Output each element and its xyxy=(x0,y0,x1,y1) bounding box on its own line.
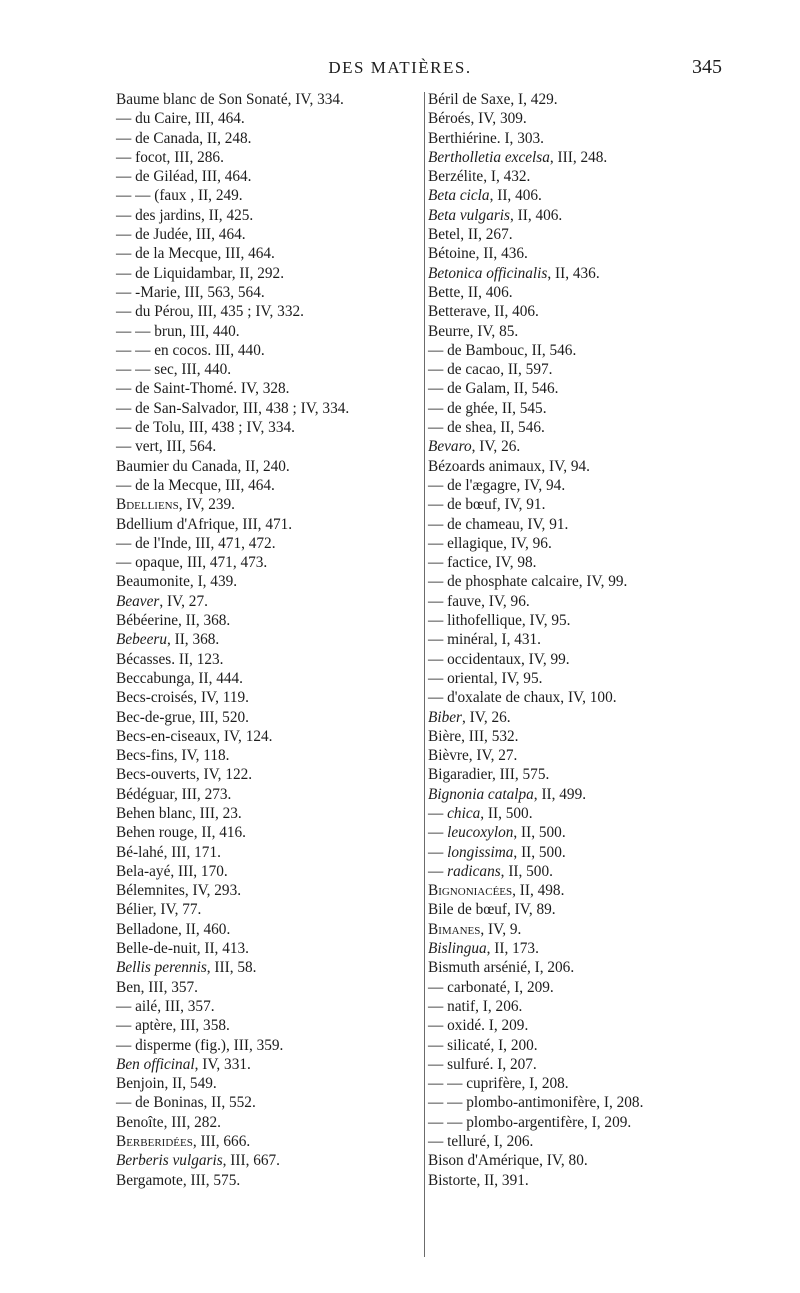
index-entry: — — en cocos. III, 440. xyxy=(116,341,265,359)
index-entry: — radicans, II, 500. xyxy=(428,862,553,880)
index-entry: Bière, III, 532. xyxy=(428,727,519,745)
index-column-left xyxy=(116,90,421,1190)
index-entry: Ben, III, 357. xyxy=(116,978,198,996)
index-entry: — de shea, II, 546. xyxy=(428,419,545,437)
index-entry: — de ghée, II, 545. xyxy=(428,399,547,417)
index-entry: Bela-ayé, III, 170. xyxy=(116,862,228,880)
index-entry: Betel, II, 267. xyxy=(428,226,513,244)
index-entry: — oxidé. I, 209. xyxy=(428,1017,529,1035)
index-entry: — de San-Salvador, III, 438 ; IV, 334. xyxy=(116,399,350,417)
index-entry: — de Judée, III, 464. xyxy=(116,226,246,244)
index-entry: Bellis perennis, III, 58. xyxy=(116,959,257,977)
index-entry: — longissima, II, 500. xyxy=(428,843,566,861)
index-entry: — opaque, III, 471, 473. xyxy=(116,554,268,572)
index-entry: Baumier du Canada, II, 240. xyxy=(116,457,290,475)
index-entry: — lithofellique, IV, 95. xyxy=(428,612,571,630)
index-entry: Bile de bœuf, IV, 89. xyxy=(428,901,556,919)
index-entry: — telluré, I, 206. xyxy=(428,1133,534,1151)
index-entry: — focot, III, 286. xyxy=(116,148,224,166)
index-entry: — leucoxylon, II, 500. xyxy=(428,824,566,842)
index-entry: — de Giléad, III, 464. xyxy=(116,168,252,186)
index-entry: — de l'ægagre, IV, 94. xyxy=(428,476,566,494)
index-entry: Berberis vulgaris, III, 667. xyxy=(116,1152,281,1170)
index-entry: Beaver, IV, 27. xyxy=(116,592,208,610)
index-entry: Bimanes, IV, 9. xyxy=(428,920,522,938)
index-entry: Béroés, IV, 309. xyxy=(428,110,527,128)
index-entry: Beurre, IV, 85. xyxy=(428,322,519,340)
index-entry: Betterave, II, 406. xyxy=(428,303,539,321)
index-entry: Bièvre, IV, 27. xyxy=(428,747,518,765)
page-title: DES MATIÈRES. xyxy=(328,58,472,77)
index-entry: Benjoin, II, 549. xyxy=(116,1075,217,1093)
index-entry: Beta cicla, II, 406. xyxy=(428,187,542,205)
index-entry: Bignonia catalpa, II, 499. xyxy=(428,785,587,803)
index-entry: — -Marie, III, 563, 564. xyxy=(116,283,265,301)
index-entry: Bergamote, III, 575. xyxy=(116,1171,241,1189)
index-entry: Bdellium d'Afrique, III, 471. xyxy=(116,515,293,533)
index-entry: — aptère, III, 358. xyxy=(116,1017,230,1035)
index-entry: Becs-croisés, IV, 119. xyxy=(116,689,249,707)
index-entry: — de phosphate calcaire, IV, 99. xyxy=(428,573,628,591)
index-entry: Bismuth arsénié, I, 206. xyxy=(428,959,575,977)
index-entry: — oriental, IV, 95. xyxy=(428,669,543,687)
index-entry: Bédéguar, III, 273. xyxy=(116,785,232,803)
index-entry: Baume blanc de Son Sonaté, IV, 334. xyxy=(116,91,344,108)
index-entry: Beaumonite, I, 439. xyxy=(116,573,238,591)
column-divider xyxy=(424,92,425,1257)
index-entry: — disperme (fig.), III, 359. xyxy=(116,1036,284,1054)
index-entry: — de Tolu, III, 438 ; IV, 334. xyxy=(116,419,295,437)
index-entry: — de l'Inde, III, 471, 472. xyxy=(116,534,276,552)
index-entry: — d'oxalate de chaux, IV, 100. xyxy=(428,689,617,707)
index-entry: — de cacao, II, 597. xyxy=(428,361,553,379)
index-entry: — — cuprifère, I, 208. xyxy=(428,1075,569,1093)
index-entry: Bigaradier, III, 575. xyxy=(428,766,550,784)
index-entry: — occidentaux, IV, 99. xyxy=(428,650,570,668)
index-entry: — — brun, III, 440. xyxy=(116,322,240,340)
index-entry: Becs-fins, IV, 118. xyxy=(116,747,230,765)
index-entry: — chica, II, 500. xyxy=(428,804,533,822)
index-entry: — de Canada, II, 248. xyxy=(116,129,252,147)
index-entry: Bislingua, II, 173. xyxy=(428,940,539,958)
page-number: 345 xyxy=(692,56,722,78)
index-entry: — carbonaté, I, 209. xyxy=(428,978,554,996)
index-entry: Behen blanc, III, 23. xyxy=(116,804,242,822)
index-entry: — de bœuf, IV, 91. xyxy=(428,496,546,514)
index-entry: — ellagique, IV, 96. xyxy=(428,534,552,552)
index-entry: — silicaté, I, 200. xyxy=(428,1036,538,1054)
index-entry: Bec-de-grue, III, 520. xyxy=(116,708,249,726)
index-entry: — du Pérou, III, 435 ; IV, 332. xyxy=(116,303,304,321)
index-entry: Bertholletia excelsa, III, 248. xyxy=(428,148,608,166)
index-entry: Belle-de-nuit, II, 413. xyxy=(116,940,249,958)
index-entry: Béril de Saxe, I, 429. xyxy=(428,91,558,108)
index-entry: Benoîte, III, 282. xyxy=(116,1113,221,1131)
index-entry: Betonica officinalis, II, 436. xyxy=(428,264,600,282)
index-column-right xyxy=(428,90,728,1190)
index-entry: — natif, I, 206. xyxy=(428,997,523,1015)
index-entry: — sulfuré. I, 207. xyxy=(428,1055,537,1073)
index-entry: Bécasses. II, 123. xyxy=(116,650,224,668)
index-entry: Becs-en-ciseaux, IV, 124. xyxy=(116,727,273,745)
index-entry: Bistorte, II, 391. xyxy=(428,1171,529,1189)
index-entry: — des jardins, II, 425. xyxy=(116,206,254,224)
index-entry: — du Caire, III, 464. xyxy=(116,110,245,128)
index-entry: Bélier, IV, 77. xyxy=(116,901,202,919)
index-entry: — factice, IV, 98. xyxy=(428,554,537,572)
index-entry: — minéral, I, 431. xyxy=(428,631,542,649)
index-entry: — de Bambouc, II, 546. xyxy=(428,341,577,359)
index-entry: Berzélite, I, 432. xyxy=(428,168,531,186)
index-entry: — ailé, III, 357. xyxy=(116,997,215,1015)
index-entry: Berberidées, III, 666. xyxy=(116,1133,251,1151)
index-entry: — vert, III, 564. xyxy=(116,438,217,456)
index-entry: Ben officinal, IV, 331. xyxy=(116,1055,251,1073)
index-entry: — de Liquidambar, II, 292. xyxy=(116,264,285,282)
index-entry: — — (faux , II, 249. xyxy=(116,187,243,205)
index-entry: — de Galam, II, 546. xyxy=(428,380,559,398)
index-entry: Bézoards animaux, IV, 94. xyxy=(428,457,590,475)
index-entry: — — plombo-argentifère, I, 209. xyxy=(428,1113,632,1131)
index-entry: Bélemnites, IV, 293. xyxy=(116,882,242,900)
index-entry: Bébéerine, II, 368. xyxy=(116,612,231,630)
index-entry: Bette, II, 406. xyxy=(428,283,513,301)
index-entry: Bignoniacées, II, 498. xyxy=(428,882,565,900)
index-entry: — fauve, IV, 96. xyxy=(428,592,530,610)
index-entry: — — sec, III, 440. xyxy=(116,361,232,379)
index-entry: Bison d'Amérique, IV, 80. xyxy=(428,1152,588,1170)
index-entry: Belladone, II, 460. xyxy=(116,920,231,938)
index-entry: — — plombo-antimonifère, I, 208. xyxy=(428,1094,644,1112)
index-entry: Bé-lahé, III, 171. xyxy=(116,843,221,861)
running-header xyxy=(0,58,800,84)
index-entry: — de Saint-Thomé. IV, 328. xyxy=(116,380,290,398)
index-entry: Bétoine, II, 436. xyxy=(428,245,528,263)
index-entry: — de Boninas, II, 552. xyxy=(116,1094,256,1112)
index-entry: Berthiérine. I, 303. xyxy=(428,129,544,147)
index-entry: Beta vulgaris, II, 406. xyxy=(428,206,563,224)
index-entry: Behen rouge, II, 416. xyxy=(116,824,246,842)
index-entry: — de chameau, IV, 91. xyxy=(428,515,569,533)
index-entry: Bdelliens, IV, 239. xyxy=(116,496,235,514)
index-entry: Becs-ouverts, IV, 122. xyxy=(116,766,253,784)
index-entry: — de la Mecque, III, 464. xyxy=(116,245,275,263)
index-entry: — de la Mecque, III, 464. xyxy=(116,476,275,494)
index-entry: Bevaro, IV, 26. xyxy=(428,438,521,456)
index-entry: Bebeeru, II, 368. xyxy=(116,631,220,649)
index-entry: Biber, IV, 26. xyxy=(428,708,511,726)
index-entry: Beccabunga, II, 444. xyxy=(116,669,243,687)
